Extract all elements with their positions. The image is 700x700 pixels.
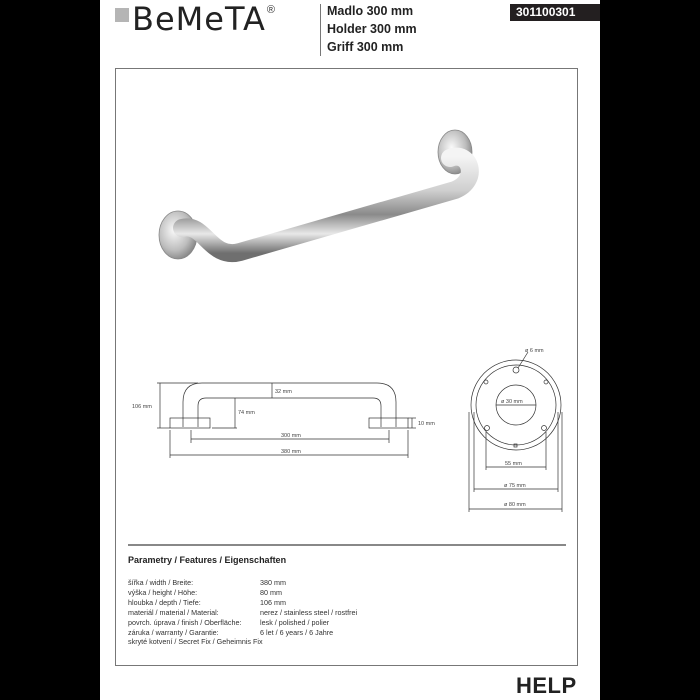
- dim-base-thickness: 10 mm: [418, 421, 435, 427]
- features-title: Parametry / Features / Eigenschaften: [128, 555, 287, 565]
- feature-row: [128, 598, 357, 608]
- feature-value: nerez / stainless steel / rostfrei: [260, 607, 358, 617]
- feature-value: lesk / polished / polier: [260, 617, 330, 627]
- title-de: Griff 300 mm: [327, 40, 404, 54]
- brand-name: BeMeTA: [132, 0, 266, 38]
- feature-label: materiál / material / Material:: [128, 607, 219, 617]
- feature-row: [128, 588, 357, 598]
- feature-label: šířka / width / Breite:: [128, 578, 194, 587]
- product-code: 301100301: [510, 4, 600, 21]
- feature-label: hloubka / depth / Tiefe:: [128, 597, 201, 607]
- dim-total-height: 106 mm: [132, 404, 152, 410]
- feature-row: [128, 578, 357, 588]
- dim-inner-height: 74 mm: [238, 410, 255, 416]
- section-divider: [128, 544, 566, 546]
- features-table: [128, 578, 357, 647]
- title-en: Holder 300 mm: [327, 22, 417, 36]
- dim-inner-span: 300 mm: [281, 433, 301, 439]
- feature-row: [128, 608, 357, 618]
- dim-hole: ø 6 mm: [525, 348, 544, 354]
- brand-logo: [115, 2, 275, 36]
- dim-outer-diameter: ø 80 mm: [504, 502, 526, 508]
- dim-center: ø 30 mm: [501, 399, 523, 405]
- series-name: HELP: [516, 673, 577, 698]
- feature-label: výška / height / Höhe:: [128, 587, 198, 597]
- feature-label: povrch. úprava / finish / Oberfläche:: [128, 617, 242, 627]
- feature-label: skryté kotvení / Secret Fix / Geheimnis Fix: [128, 637, 263, 647]
- header-divider: [320, 4, 321, 56]
- dim-inner-diameter: ø 75 mm: [504, 483, 526, 489]
- feature-row: [128, 628, 357, 638]
- dim-hole-spacing: 55 mm: [505, 461, 522, 467]
- feature-value: 380 mm: [260, 578, 286, 587]
- title-cz: Madlo 300 mm: [327, 4, 414, 18]
- base-dimension-drawing: [440, 340, 600, 520]
- product-photo: [150, 110, 550, 280]
- feature-row: [128, 637, 357, 647]
- feature-row: [128, 618, 357, 628]
- dim-tube: 32 mm: [275, 389, 292, 395]
- feature-value: 6 let / 6 years / 6 Jahre: [260, 627, 334, 637]
- registered-mark: ®: [266, 4, 275, 16]
- dim-total-width: 380 mm: [281, 449, 301, 455]
- product-titles: [327, 2, 417, 56]
- side-dimension-drawing: [100, 340, 460, 470]
- feature-value: 106 mm: [260, 597, 286, 607]
- logo-square-icon: [115, 8, 129, 22]
- feature-label: záruka / warranty / Garantie:: [128, 627, 219, 637]
- feature-value: 80 mm: [260, 587, 282, 597]
